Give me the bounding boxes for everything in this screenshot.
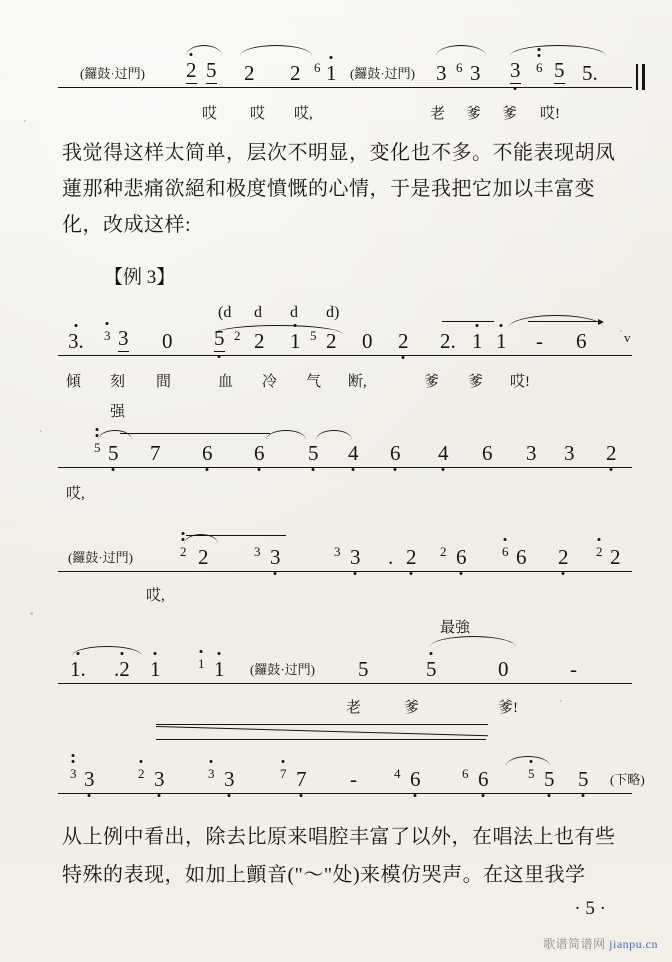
system1-drum-tag-2: (鑼鼓·过門) — [350, 66, 415, 81]
note: 3 — [350, 545, 361, 569]
lyric: 老 — [346, 700, 362, 716]
note: 0 — [162, 329, 173, 353]
note: 5 — [358, 657, 369, 681]
lyric: 爹 — [468, 374, 484, 390]
slur — [240, 45, 312, 56]
slur — [266, 430, 306, 440]
note: 3 — [118, 326, 129, 350]
glide-line — [528, 321, 600, 322]
note: 3 — [224, 767, 235, 791]
note: 4 — [348, 441, 359, 465]
lyric: 刻 — [110, 374, 126, 390]
drum-mark: d — [254, 304, 262, 321]
barline — [642, 64, 645, 90]
music-system-1 — [58, 40, 632, 100]
note: 3 — [334, 544, 341, 559]
note: 1 — [290, 329, 301, 353]
note: 3 — [526, 441, 537, 465]
watermark — [543, 935, 658, 952]
lyric: 哎 — [202, 106, 218, 122]
note: 6 — [314, 60, 321, 75]
note: 3 — [70, 766, 77, 781]
system1-drum-tag: (鑼鼓·过門) — [80, 66, 145, 81]
note: 5 — [310, 328, 317, 343]
paragraph-2-line-2: 特殊的表现，如加上顫音("～"处)来模仿哭声。在这里我学 — [62, 864, 586, 886]
note: - — [536, 329, 543, 353]
note: 2 — [180, 544, 187, 559]
note: 6 — [482, 441, 493, 465]
note: 3. — [68, 329, 84, 353]
note: 5. — [582, 61, 598, 85]
lyric: 老 — [430, 106, 446, 122]
note: 6 — [576, 329, 587, 353]
note: 6 — [456, 545, 467, 569]
note: 2 — [290, 61, 301, 85]
note: 2 — [558, 545, 569, 569]
drum-mark: d — [290, 304, 298, 321]
slur — [510, 45, 606, 56]
hairpin-top — [156, 724, 488, 725]
note: 6 — [456, 60, 463, 75]
barline — [636, 64, 638, 90]
note: 1 — [472, 329, 483, 353]
note: 6 — [462, 766, 469, 781]
dynamic-marking-zuiqiang: 最強 — [440, 620, 471, 636]
note: - — [570, 657, 577, 681]
lyric: 哎, — [146, 588, 165, 604]
note: 2 — [398, 329, 409, 353]
staff-rule — [58, 355, 632, 356]
note: 3 — [270, 545, 281, 569]
note: 2 — [596, 544, 603, 559]
lyric: 爹 — [424, 374, 440, 390]
staff-rule — [58, 571, 632, 572]
note: 2 — [244, 61, 255, 85]
note: 6 — [390, 441, 401, 465]
note: 3 — [104, 328, 111, 343]
lyric: 間 — [156, 374, 172, 390]
note: 5 — [94, 440, 101, 455]
lyric: 哎! — [510, 374, 530, 390]
page-number-dot-left: · — [574, 898, 581, 919]
note: 6 — [516, 545, 527, 569]
note: 5 — [308, 441, 319, 465]
slur — [506, 756, 550, 766]
note: 2 — [610, 545, 621, 569]
note: 1. — [70, 657, 86, 681]
note: 5 — [554, 58, 565, 82]
staff-rule — [58, 793, 632, 794]
lyric: 哎, — [66, 486, 85, 502]
note: 6 — [410, 767, 421, 791]
staff-rule — [58, 87, 632, 88]
note: 4 — [438, 441, 449, 465]
note: 2 — [406, 545, 417, 569]
note: 6 — [254, 441, 265, 465]
paper-speck — [30, 612, 33, 615]
note: 3 — [436, 61, 447, 85]
note: 2 — [440, 544, 447, 559]
paragraph-1-line-3: 化，改成这样: — [62, 214, 192, 236]
note: 1 — [198, 656, 205, 671]
note: 1 — [214, 657, 225, 681]
note: 7 — [150, 441, 161, 465]
watermark-site: jianpu.cn — [609, 937, 658, 951]
paragraph-1-line-1: 我觉得这样太简单，层次不明显，变化也不多。不能表现胡凤 — [62, 142, 616, 164]
note: 5 — [108, 441, 119, 465]
paper-speck — [560, 700, 562, 702]
lyric: 爹 — [466, 106, 482, 122]
lyric: 爹 — [404, 700, 420, 716]
lyric: 冷 — [262, 374, 278, 390]
glide-arrowhead — [598, 319, 604, 325]
page-number-value: 5 — [585, 898, 595, 919]
note: 2 — [326, 329, 337, 353]
paragraph-1-line-2: 蓮那种悲痛欲絕和极度憤慨的心情，于是我把它加以丰富变 — [62, 178, 595, 200]
slur — [98, 430, 132, 440]
paper-speck — [40, 430, 42, 432]
lyric: 血 — [218, 374, 234, 390]
note: 5 — [528, 766, 535, 781]
system5-drum-tag: (鑼鼓·过門) — [250, 662, 315, 677]
note: 5 — [426, 657, 437, 681]
note: - — [350, 767, 357, 791]
music-system-2 — [58, 304, 632, 368]
note: 2 — [138, 766, 145, 781]
note: 7 — [296, 767, 307, 791]
note: 0 — [498, 657, 509, 681]
staff-rule — [58, 467, 632, 468]
lyric: 哎 — [250, 106, 266, 122]
note: 1 — [326, 61, 337, 85]
note: 5 — [206, 58, 217, 82]
note: 2 — [186, 58, 197, 82]
note: 0 — [362, 329, 373, 353]
slur — [436, 45, 486, 56]
page-number — [574, 898, 606, 920]
lyric: 哎! — [540, 106, 560, 122]
note: 3 — [470, 61, 481, 85]
note: 6 — [478, 767, 489, 791]
drum-mark: d) — [326, 304, 340, 321]
note: 3 — [84, 767, 95, 791]
paragraph-2-line-1: 从上例中看出，除去比原来唱腔丰富了以外，在唱法上也有些 — [62, 826, 616, 848]
note: 6 — [536, 60, 543, 75]
music-system-3 — [58, 424, 632, 480]
music-system-4 — [58, 526, 632, 584]
note: 1 — [150, 657, 161, 681]
note: 2 — [234, 328, 241, 343]
lyric: 爹 — [502, 106, 518, 122]
lyric: 哎, — [294, 106, 313, 122]
ending-note: (下略) — [610, 772, 645, 787]
drum-mark: (d — [218, 304, 232, 321]
note: 1 — [496, 329, 507, 353]
note: 3 — [254, 544, 261, 559]
note: 2. — [440, 329, 456, 353]
note: 3 — [154, 767, 165, 791]
note: . — [388, 545, 394, 569]
note: 2 — [606, 441, 617, 465]
note: 6 — [202, 441, 213, 465]
note: 2 — [254, 329, 265, 353]
note: 6 — [502, 544, 509, 559]
paper-speck — [24, 120, 26, 122]
note: 4 — [394, 766, 401, 781]
slur — [316, 430, 352, 440]
tie-long — [120, 433, 270, 434]
system4-drum-tag: (鑼鼓·过門) — [68, 550, 133, 565]
page-number-dot-right: · — [599, 898, 606, 919]
lyric: 爹! — [498, 700, 518, 716]
tie — [442, 321, 494, 322]
lyric: 气 — [306, 374, 322, 390]
note: 3 — [208, 766, 215, 781]
music-system-6 — [58, 748, 645, 806]
note: 3 — [564, 441, 575, 465]
slur — [72, 646, 142, 656]
note: 5 — [544, 767, 555, 791]
staff-rule — [58, 683, 632, 684]
lyric: 傾 — [66, 374, 82, 390]
music-system-5 — [58, 638, 632, 696]
example-label: 【例 3】 — [104, 267, 176, 288]
note: 5 — [214, 326, 225, 350]
watermark-text: 歌谱简谱网 — [543, 937, 606, 951]
lyric: 断, — [348, 374, 367, 390]
note: 2 — [198, 545, 209, 569]
dynamic-marking-qiang: 强 — [110, 404, 126, 420]
note: 5 — [578, 767, 589, 791]
note: .2 — [114, 657, 130, 681]
note: 3 — [510, 58, 521, 82]
breath-mark: v — [624, 330, 631, 345]
note: 7 — [280, 766, 287, 781]
